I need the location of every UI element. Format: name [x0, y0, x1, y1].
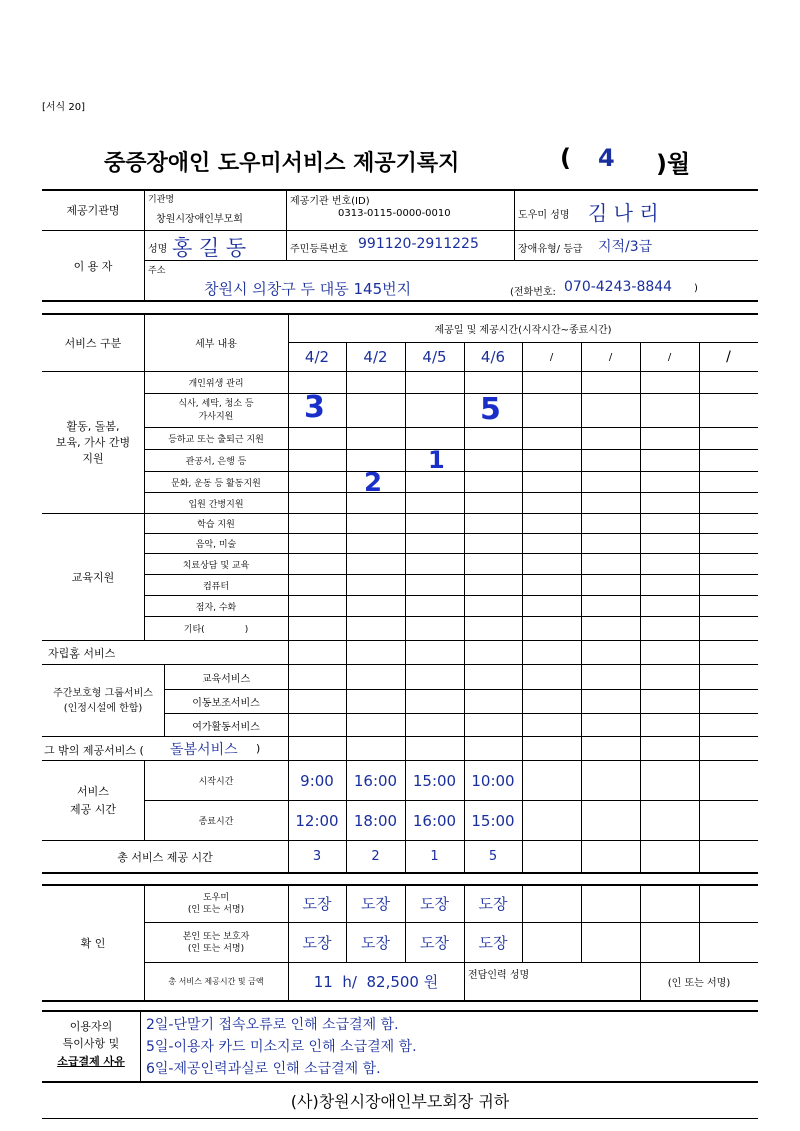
- activity-row-office: 관공서, 은행 등: [185, 457, 247, 467]
- note-line-1: 2일-단말기 접속오류로 인해 소급결제 함.: [146, 1017, 399, 1033]
- education-row-art: 음악, 미술: [195, 540, 237, 550]
- activity-section-label: 활동, 돌봄, 보육, 가사 간병 지원: [55, 419, 131, 465]
- start-time-2: 16:00: [353, 771, 398, 790]
- mark-housework-col4: 5: [480, 392, 501, 427]
- sum-value: 11 h/ 82,500 원: [313, 973, 439, 991]
- date-col-3: 4/5: [422, 348, 447, 366]
- notes-label-line3: 소급결제 사유: [57, 1055, 125, 1068]
- activity-row-hygiene: 개인위생 관리: [188, 379, 244, 389]
- helper-name: 김 나 리: [588, 201, 659, 225]
- activity-row-culture: 문화, 운동 등 활동지원: [171, 478, 261, 489]
- notes-label-line2: 특이사항 및: [62, 1037, 120, 1050]
- disability-label: 장애유형/ 등급: [518, 244, 583, 255]
- date-col-1: 4/2: [304, 348, 330, 366]
- address-label: 주소: [148, 266, 166, 276]
- disability-value: 지적/3급: [598, 239, 653, 255]
- helper-stamp-1: 도장: [302, 895, 332, 913]
- other-service-close: ): [256, 742, 261, 755]
- self-sign-label: 본인 또는 보호자 (인 또는 서명): [182, 931, 250, 954]
- self-stamp-4: 도장: [478, 934, 508, 952]
- footer-recipient: (사)창원시장애인부모회장 귀하: [290, 1091, 510, 1111]
- staff-name-label: 전담인력 성명: [468, 970, 530, 981]
- title-month: 4: [598, 144, 615, 172]
- education-row-study: 학습 지원: [197, 520, 235, 530]
- form-number-label: [서식 20]: [42, 102, 86, 113]
- title-month-suffix: )월: [656, 150, 691, 178]
- end-time-4: 15:00: [471, 811, 515, 830]
- self-stamp-3: 도장: [420, 934, 449, 952]
- notes-label-line1: 이용자의: [69, 1020, 113, 1033]
- user-name: 홍 길 동: [172, 236, 247, 260]
- service-dates-header: 제공일 및 제공시간(시작시간~종료시간): [434, 324, 612, 336]
- date-col-8: /: [726, 349, 731, 365]
- education-row-other: 기타( ): [183, 625, 249, 635]
- mark-culture-col2: 2: [364, 468, 383, 498]
- org-name: 창원시장애인부모회: [156, 214, 243, 225]
- date-col-4: 4/6: [480, 348, 506, 366]
- total-time-4: 5: [488, 849, 498, 864]
- org-name-label: 기관명: [148, 195, 175, 205]
- education-row-braille: 점자, 수화: [195, 602, 237, 613]
- total-time-2: 2: [371, 849, 380, 864]
- phone-label: (전화번호:: [510, 287, 556, 298]
- helper-stamp-2: 도장: [361, 895, 390, 913]
- rrn-label: 주민등록번호: [290, 244, 348, 255]
- education-row-therapy: 치료상담 및 교육: [182, 560, 250, 571]
- other-service-label: 그 밖의 제공서비스 (: [44, 744, 144, 757]
- date-col-2: 4/2: [363, 348, 388, 366]
- education-row-computer: 컴퓨터: [202, 581, 230, 592]
- note-line-2: 5일-이용자 카드 미소지로 인해 소급결제 함.: [146, 1039, 417, 1055]
- helper-stamp-3: 도장: [420, 895, 449, 913]
- activity-row-housework: 식사, 세탁, 청소 등 가사지원: [178, 398, 254, 422]
- helper-sign-label: 도우미 (인 또는 서명): [187, 892, 245, 915]
- address-value: 창원시 의창구 두 대동 145번지: [204, 280, 412, 298]
- group-row-mobility: 이동보조서비스: [192, 698, 260, 709]
- phone-value: 070-4243-8844: [564, 279, 673, 295]
- rrn-value: 991120-2911225: [358, 236, 479, 252]
- provider-label: 제공기관명: [66, 204, 120, 217]
- group-row-education: 교육서비스: [201, 673, 251, 685]
- end-time-3: 16:00: [412, 811, 457, 830]
- start-time-3: 15:00: [412, 771, 457, 790]
- end-time-1: 12:00: [295, 811, 339, 830]
- end-time-label: 종료시간: [198, 817, 234, 827]
- phone-close: ): [694, 283, 698, 294]
- mark-office-col3: 1: [428, 446, 445, 474]
- confirm-section-label: 확 인: [80, 936, 106, 950]
- title-open-paren: (: [560, 144, 571, 172]
- other-service-value: 돌봄서비스: [170, 742, 238, 758]
- provider-id-label: 제공기관 번호(ID): [290, 196, 370, 207]
- end-time-2: 18:00: [353, 811, 398, 830]
- page-title: 중증장애인 도우미서비스 제공기록지: [104, 151, 460, 176]
- helper-stamp-4: 도장: [478, 895, 508, 913]
- date-col-5: /: [549, 351, 554, 363]
- group-row-leisure: 여가활동서비스: [192, 721, 260, 733]
- service-detail-header: 세부 내용: [195, 339, 237, 350]
- self-stamp-1: 도장: [302, 934, 332, 952]
- user-label: 이 용 자: [73, 259, 113, 273]
- activity-row-hospital: 입원 간병지원: [188, 499, 244, 510]
- education-section-label: 교육지원: [71, 571, 115, 584]
- start-time-1: 9:00: [300, 771, 334, 790]
- total-time-3: 1: [430, 849, 439, 864]
- mark-housework-col1: 3: [304, 390, 325, 425]
- date-col-7: /: [667, 351, 672, 363]
- activity-row-commute: 등하교 또는 출퇴근 지원: [168, 435, 264, 445]
- sum-label: 총 서비스 제공시간 및 금액: [168, 977, 264, 986]
- helper-name-label: 도우미 성명: [518, 210, 570, 221]
- service-category-header: 서비스 구분: [64, 336, 122, 350]
- self-stamp-2: 도장: [361, 934, 390, 952]
- staff-sign-label: (인 또는 서명): [667, 978, 731, 989]
- note-line-3: 6일-제공인력과실로 인해 소급결제 함.: [146, 1061, 381, 1077]
- time-section-label: 서비스 제공 시간: [69, 784, 116, 816]
- total-time-1: 3: [312, 849, 322, 864]
- independent-home-label: 자립홈 서비스: [48, 646, 116, 660]
- date-col-6: /: [608, 351, 613, 363]
- start-time-label: 시작시간: [198, 777, 234, 787]
- group-service-label: 주간보호형 그룹서비스 (인정시설에 한함): [53, 687, 153, 714]
- user-name-label: 성명: [148, 244, 168, 255]
- total-time-label: 총 서비스 제공 시간: [117, 850, 213, 864]
- provider-id-value: 0313-0115-0000-0010: [338, 208, 451, 219]
- start-time-4: 10:00: [471, 771, 515, 790]
